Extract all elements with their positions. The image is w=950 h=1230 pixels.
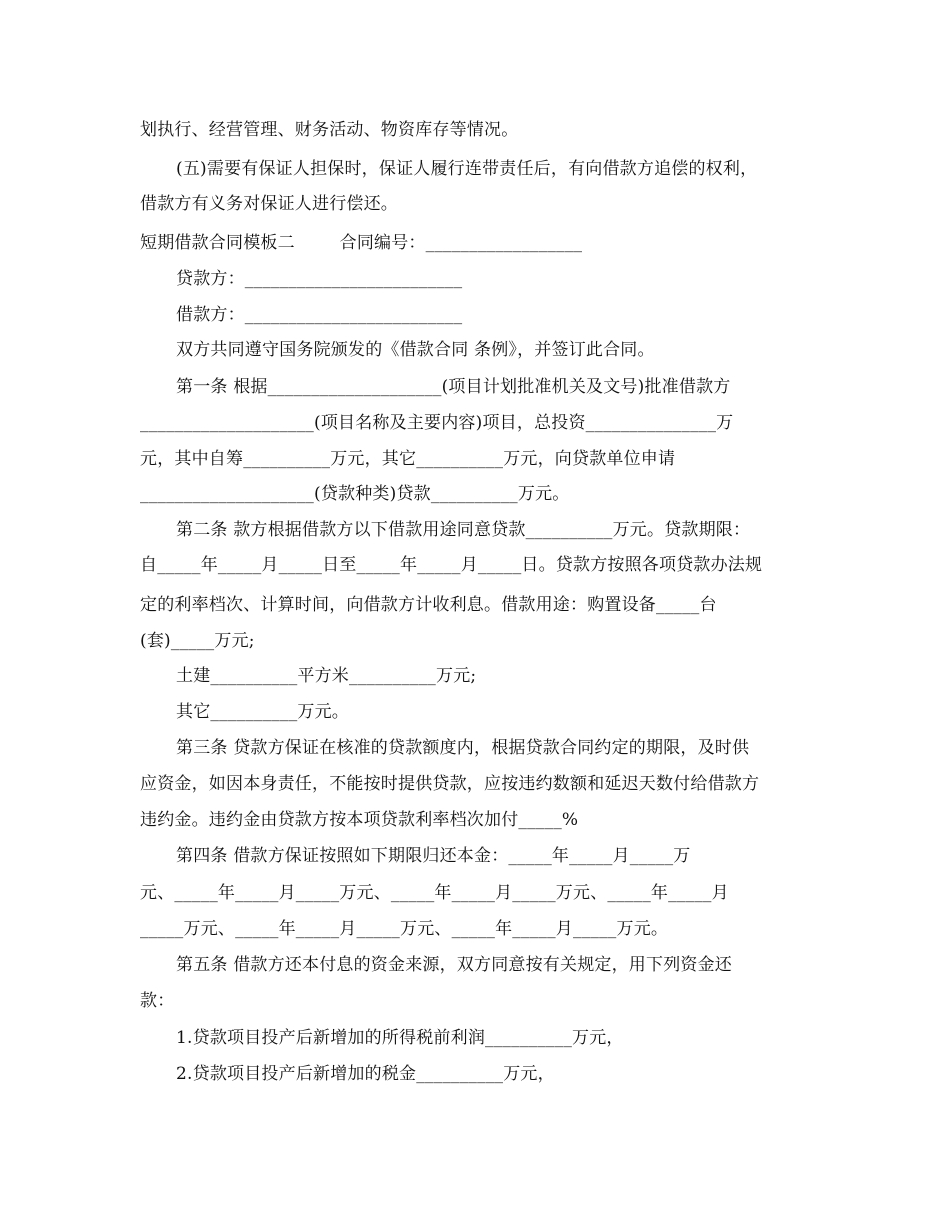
text-line: (五)需要有保证人担保时，保证人履行连带责任后，有向借款方追偿的权利， — [176, 159, 758, 179]
list-item: 1.贷款项目投产后新增加的所得税前利润__________万元， — [176, 1028, 624, 1048]
text-line: 借款方有义务对保证人进行偿还。 — [140, 194, 398, 214]
contract-title-line: 短期借款合同模板二 合同编号：__________________ — [140, 233, 583, 253]
list-item: 2.贷款项目投产后新增加的税金__________万元， — [176, 1064, 555, 1084]
text-line: 双方共同遵守国务院颁发的《借款合同 条例》，并签订此合同。 — [176, 340, 655, 360]
clause-1-line: 第一条 根据____________________(项目计划批准机关及文号)批准借款方 — [176, 377, 731, 397]
text-line: 划执行、经营管理、财务活动、物资库存等情况。 — [140, 120, 519, 140]
clause-3-line: 违约金。违约金由贷款方按本项贷款利率档次加付_____% — [140, 810, 579, 830]
clause-1-line: ____________________(贷款种类)贷款__________万元。 — [140, 484, 570, 504]
clause-1-line: 元，其中自筹__________万元，其它__________万元，向贷款单位申请 — [140, 449, 676, 469]
clause-3-line: 第三条 贷款方保证在核准的贷款额度内，根据贷款合同约定的期限，及时供 — [176, 738, 750, 758]
clause-2-line: 第二条 款方根据借款方以下借款用途同意贷款__________万元。贷款期限： — [176, 520, 751, 540]
clause-2-line: 土建__________平方米__________万元; — [176, 666, 477, 686]
clause-4-line: 元、_____年_____月_____万元、_____年_____月_____万元、_____年_____月 — [140, 883, 729, 903]
clause-2-line: 自_____年_____月_____日至_____年_____月_____日。贷款方按照各项贷款办法规 — [140, 555, 763, 575]
lender-line: 贷款方：_________________________ — [176, 269, 463, 289]
clause-5-line: 款： — [140, 991, 175, 1011]
clause-2-line: 其它__________万元。 — [176, 702, 349, 722]
clause-2-line: (套)_____万元; — [140, 631, 255, 651]
borrower-line: 借款方：_________________________ — [176, 305, 463, 325]
clause-3-line: 应资金，如因本身责任，不能按时提供贷款，应按违约数额和延迟天数付给借款方 — [140, 774, 760, 794]
clause-4-line: 第四条 借款方保证按照如下期限归还本金：_____年_____月_____万 — [176, 846, 691, 866]
clause-1-line: ____________________(项目名称及主要内容)项目，总投资_______________万 — [140, 413, 734, 433]
clause-2-line: 定的利率档次、计算时间，向借款方计收利息。借款用途：购置设备_____台 — [140, 595, 717, 615]
clause-4-line: _____万元、_____年_____月_____万元、_____年_____月_____万元。 — [140, 919, 669, 939]
clause-5-line: 第五条 借款方还本付息的资金来源，双方同意按有关规定，用下列资金还 — [176, 955, 733, 975]
